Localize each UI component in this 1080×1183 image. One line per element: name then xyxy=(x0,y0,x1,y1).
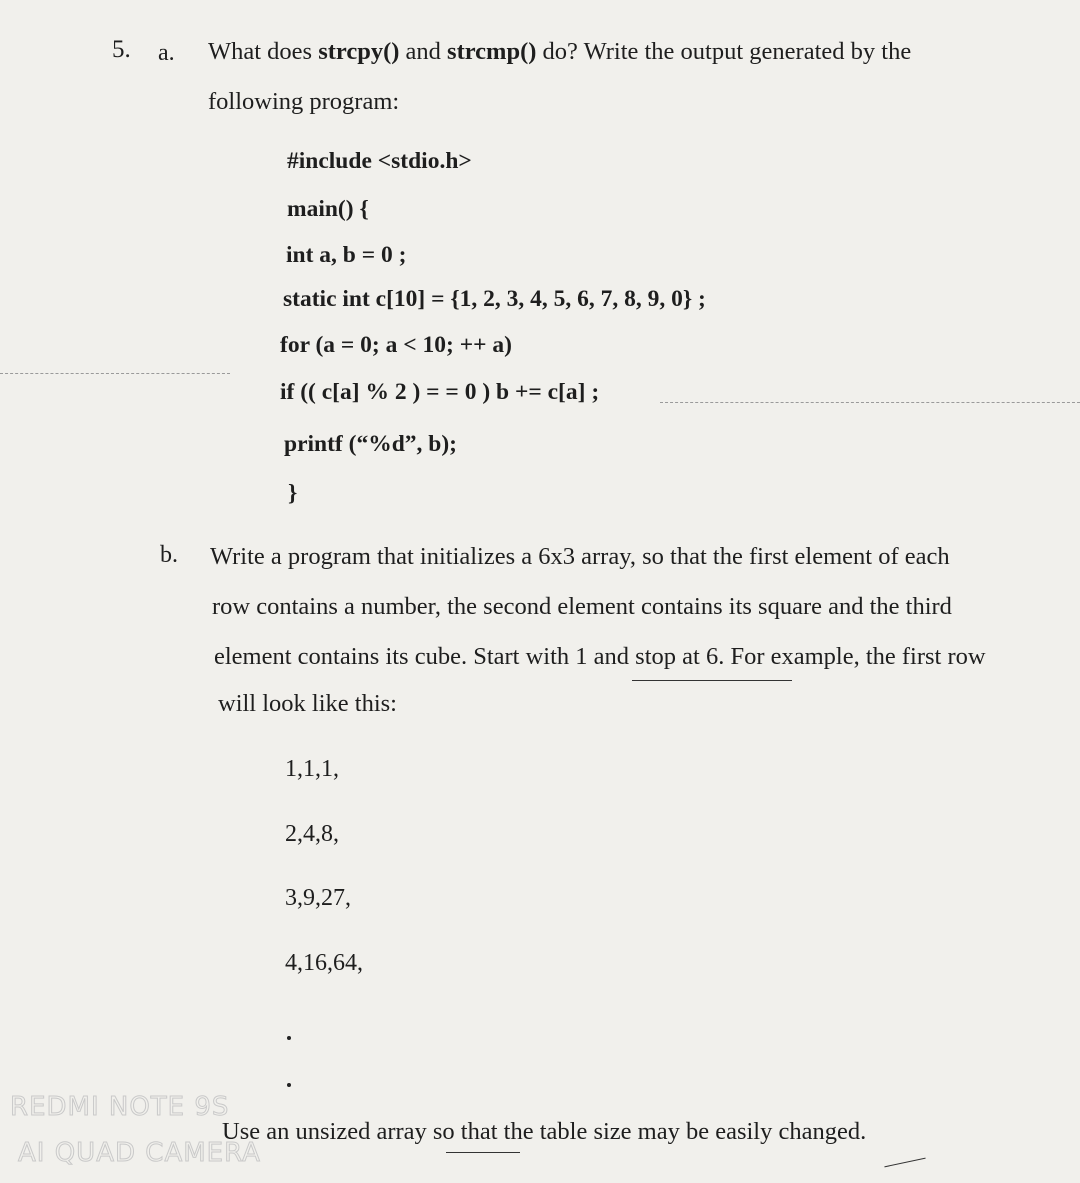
code-line-main: main() { xyxy=(287,196,369,222)
part-b-line-1: Write a program that initializes a 6x3 array, so that the first element of each xyxy=(210,543,950,570)
part-a-text-pre: What does xyxy=(208,38,319,65)
part-b-line-4: will look like this: xyxy=(218,690,397,717)
part-b-line-3: element contains its cube. Start with 1 and stop at 6. For example, the first row xyxy=(214,643,986,670)
code-line-include: #include <stdio.h> xyxy=(287,148,472,174)
example-row-1: 1,1,1, xyxy=(285,756,339,782)
part-b-line-2: row contains a number, the second element contains its square and the third xyxy=(212,593,952,620)
part-b-label: b. xyxy=(160,542,178,568)
camera-watermark-line-1: REDMI NOTE 9S xyxy=(10,1092,230,1122)
page-crease-line xyxy=(0,373,230,374)
part-a-question-line-1 xyxy=(208,38,911,66)
ellipsis-dot xyxy=(287,1036,291,1040)
camera-watermark-line-2: AI QUAD CAMERA xyxy=(18,1138,261,1168)
pen-underline-mark xyxy=(446,1152,520,1153)
example-row-3: 3,9,27, xyxy=(285,885,351,911)
page-crease-line xyxy=(660,402,1080,403)
ellipsis-dot xyxy=(287,1083,291,1087)
pen-underline-mark xyxy=(632,680,792,681)
example-row-2: 2,4,8, xyxy=(285,821,339,847)
part-a-text-post: do? Write the output generated by the xyxy=(536,38,912,65)
strcpy-function-name: strcpy() xyxy=(318,38,400,65)
question-number: 5. xyxy=(112,36,131,63)
part-a-label: a. xyxy=(158,40,175,66)
code-line-declare: int a, b = 0 ; xyxy=(286,242,407,268)
code-line-for: for (a = 0; a < 10; ++ a) xyxy=(280,332,512,358)
pen-underline-mark xyxy=(884,1158,925,1168)
part-a-text-mid: and xyxy=(399,38,448,65)
strcmp-function-name: strcmp() xyxy=(447,38,537,65)
part-b-footer-note: Use an unsized array so that the table size may be easily changed. xyxy=(222,1118,867,1145)
code-line-close-brace: } xyxy=(288,480,298,506)
code-line-if: if (( c[a] % 2 ) = = 0 ) b += c[a] ; xyxy=(280,379,600,405)
code-line-array: static int c[10] = {1, 2, 3, 4, 5, 6, 7, 8, 9, 0} ; xyxy=(283,286,706,312)
part-a-question-line-2: following program: xyxy=(208,88,400,115)
example-row-4: 4,16,64, xyxy=(285,950,363,976)
code-line-printf: printf (“%d”, b); xyxy=(284,431,457,457)
